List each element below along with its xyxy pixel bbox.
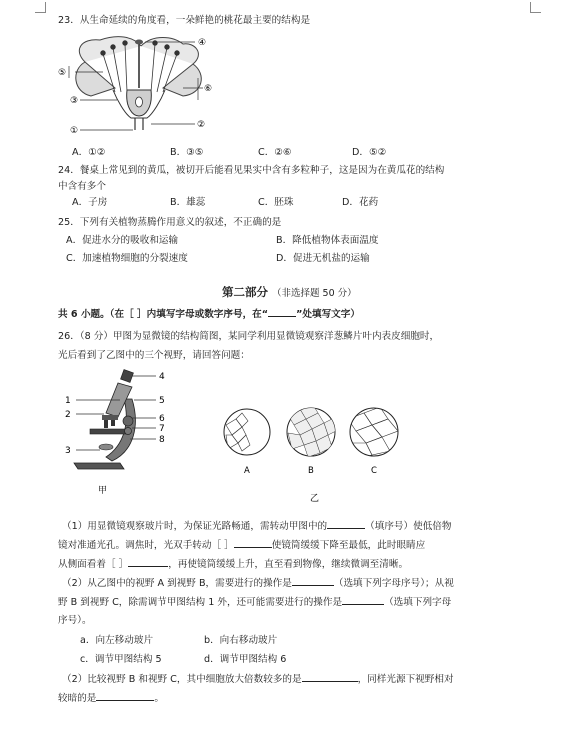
- q23-option-d: D．⑤②: [352, 147, 387, 158]
- p3-text-b: ，同样光源下视野相对: [357, 674, 454, 685]
- q24-stem-cont: 中含有多个: [58, 181, 106, 192]
- instruction-text-b: ”处填写文字）: [296, 309, 360, 320]
- flower-diagram: [55, 30, 230, 135]
- p1-text-b: （填序号）使低倍物: [365, 521, 452, 532]
- q26-p3-line2: 较暗的是 。: [58, 693, 164, 704]
- answer-blank-1[interactable]: [327, 519, 365, 529]
- cell-label-b: B: [308, 466, 314, 476]
- crop-mark-left: [35, 2, 46, 13]
- cell-label-a: A: [244, 466, 250, 476]
- flower-label-4: ④: [198, 38, 207, 48]
- part2-instruction: [58, 306, 360, 320]
- p1-text-e: 从侧面看着［ ］: [58, 559, 129, 570]
- flower-label-5: ⑤: [58, 68, 67, 78]
- scope-label-7: 7: [159, 424, 165, 434]
- fig-jia-label: 甲: [98, 486, 108, 496]
- q25-option-d: D．促进无机盐的运输: [276, 253, 370, 264]
- scope-label-5: 5: [159, 396, 165, 406]
- q26-p2-line1: [62, 575, 454, 589]
- microscope-diagram: [60, 365, 180, 500]
- q26-p1-line1: [62, 518, 451, 532]
- scope-label-2: 2: [65, 410, 71, 420]
- answer-blank-6[interactable]: [302, 672, 358, 682]
- p1-text-a: （1）用显微镜观察玻片时，为保证光路畅通，需转动甲图中的: [62, 521, 328, 532]
- p2-text-b: （选填下列字母序号）；从视: [333, 578, 454, 589]
- part2-title: 第二部分: [222, 285, 268, 299]
- q25-option-c: C．加速植物细胞的分裂速度: [66, 253, 188, 264]
- answer-blank-5[interactable]: [342, 595, 384, 605]
- scope-label-6: 6: [159, 414, 165, 424]
- q25-stem: 25．下列有关植物蒸腾作用意义的叙述，不正确的是: [58, 217, 282, 228]
- q26-p3-line1: [62, 671, 454, 685]
- q24-option-a: A．子房: [72, 197, 108, 208]
- answer-blank-3[interactable]: [128, 557, 168, 567]
- p2-text-c: 野 B 到视野 C，除需调节甲图结构 1 外，还可能需要进行的操作是: [58, 597, 343, 608]
- p3-text-a: （2）比较视野 B 和视野 C，其中细胞放大倍数较多的是: [62, 674, 302, 685]
- part2-subtitle: （非选择题 50 分）: [272, 288, 357, 299]
- q23-stem: 23．从生命延续的角度看，一朵鲜艳的桃花最主要的结构是: [58, 15, 311, 26]
- q26-line2: 光后看到了乙图中的三个视野，请回答问题：: [58, 350, 250, 361]
- p2-text-a: （2）从乙图中的视野 A 到视野 B，需要进行的操作是: [62, 578, 292, 589]
- q24-stem: 24．餐桌上常见到的黄瓜，被切开后能看见果实中含有多粒种子，这是因为在黄瓜花的结构: [58, 165, 445, 176]
- p1-text-f: ，再使镜筒缓缓上升，直至看到物像，继续微调至清晰。: [168, 559, 409, 570]
- scope-label-1: 1: [65, 396, 71, 406]
- flower-label-2: ②: [197, 120, 206, 130]
- answer-blank-2[interactable]: [234, 538, 272, 548]
- flower-label-6: ⑥: [204, 84, 213, 94]
- instruction-text-a: 共 6 小题。（在［ ］内填写字母或数字序号，在“: [58, 309, 269, 320]
- q24-option-b: B．雄蕊: [170, 197, 206, 208]
- q26-p2-line3: 序号）。: [58, 615, 92, 626]
- q26-p2-line2: [58, 594, 451, 608]
- p1-text-c: 镜对准通光孔。调焦时，光双手转动［ ］: [58, 540, 234, 551]
- q23-option-c: C．②⑥: [258, 147, 292, 158]
- fig-yi-label: 乙: [310, 494, 320, 504]
- field-of-view-diagram: [222, 405, 412, 505]
- scope-label-3: 3: [65, 446, 71, 456]
- q26-p1-line3: [58, 556, 408, 570]
- p1-text-d: 使镜筒缓缓下降至最低，此时眼睛应: [271, 540, 426, 551]
- flower-label-3: ③: [70, 96, 79, 106]
- choice-a: a．向左移动玻片: [80, 635, 154, 646]
- choice-d: d．调节甲图结构 6: [204, 654, 287, 665]
- q23-option-a: A．①②: [72, 147, 106, 158]
- q25-option-a: A．促进水分的吸收和运输: [66, 235, 179, 246]
- p3-text-c: 较暗的是: [58, 693, 97, 704]
- p2-text-d: （选填下列字母: [384, 597, 452, 608]
- q24-option-d: D．花药: [342, 197, 379, 208]
- scope-label-4: 4: [159, 372, 165, 382]
- q26-line1: 26．（8 分）甲图为显微镜的结构简图，某同学利用显微镜观察洋葱鳞片叶内表皮细胞时，: [58, 331, 440, 342]
- cell-label-c: C: [371, 466, 377, 476]
- q24-option-c: C．胚珠: [258, 197, 294, 208]
- part2-heading: [222, 284, 357, 300]
- choice-c: c．调节甲图结构 5: [80, 654, 162, 665]
- answer-blank-7[interactable]: [96, 691, 154, 701]
- instruction-blank: [268, 307, 296, 317]
- scope-label-8: 8: [159, 435, 165, 445]
- choice-b: b．向右移动玻片: [204, 635, 278, 646]
- answer-blank-4[interactable]: [292, 576, 334, 586]
- crop-mark-right: [530, 2, 541, 13]
- q26-p1-line2: [58, 537, 425, 551]
- q25-option-b: B．降低植物体表面温度: [276, 235, 379, 246]
- q23-option-b: B．③⑤: [170, 147, 204, 158]
- flower-label-1: ①: [70, 126, 79, 135]
